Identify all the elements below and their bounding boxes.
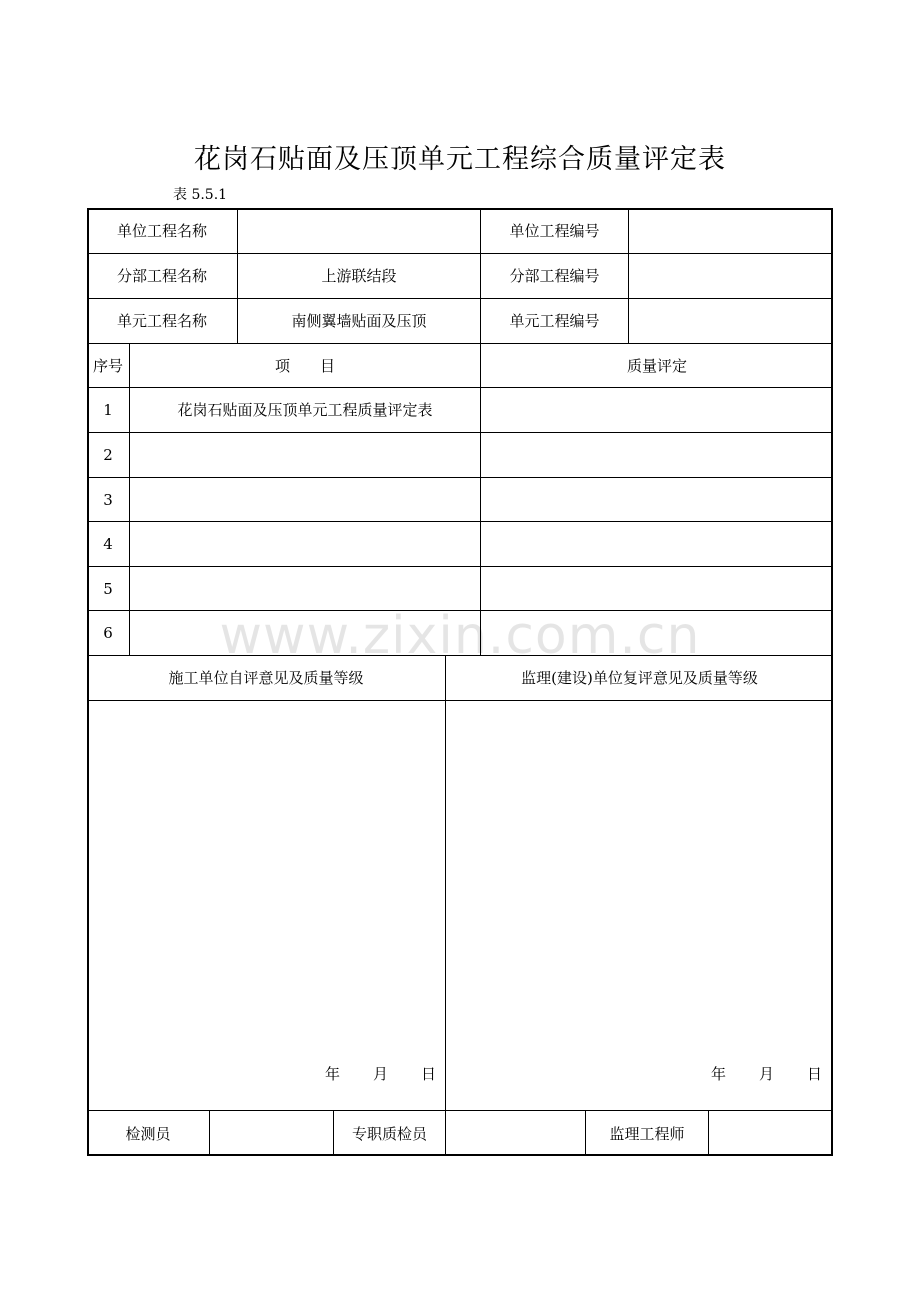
supervisor-opinion-header: 监理(建设)单位复评意见及质量等级 <box>521 669 758 687</box>
item-row-4-quality[interactable] <box>481 522 833 566</box>
contractor-date <box>325 1064 436 1084</box>
col-header-quality: 质量评定 <box>626 356 687 375</box>
element-project-code-label: 单元工程编号 <box>509 312 600 330</box>
item-row-2-name[interactable] <box>130 433 480 477</box>
date-day-label: 日 <box>807 1065 823 1083</box>
unit-project-name-field[interactable] <box>238 208 480 253</box>
item-row-5-name[interactable] <box>130 567 480 610</box>
col-header-item: 项 目 <box>274 356 335 375</box>
row-divider <box>87 700 833 701</box>
watermark: www.zixin.com.cn <box>219 606 701 666</box>
evaluation-form-table <box>87 208 833 1156</box>
unit-project-name-label: 单位工程名称 <box>116 221 207 240</box>
inspector-signature-field[interactable] <box>210 1111 333 1156</box>
item-row-4-name[interactable] <box>130 522 480 566</box>
item-row-3-no: 3 <box>103 490 113 509</box>
division-project-name-field[interactable]: 上游联结段 <box>321 267 397 285</box>
supervising-engineer-label: 监理工程师 <box>609 1124 685 1143</box>
quality-inspector-signature-field[interactable] <box>446 1111 585 1156</box>
unit-project-code-field[interactable] <box>629 208 833 253</box>
contractor-opinion-header: 施工单位自评意见及质量等级 <box>168 669 364 687</box>
division-project-code-field[interactable] <box>629 254 833 298</box>
column-divider <box>445 655 446 1156</box>
item-row-6-no: 6 <box>103 624 113 642</box>
element-project-code-field[interactable] <box>629 299 833 343</box>
division-project-code-label: 分部工程编号 <box>509 267 600 285</box>
supervising-engineer-signature-field[interactable] <box>709 1111 833 1156</box>
date-year-label: 年 <box>711 1065 727 1083</box>
division-project-name-label: 分部工程名称 <box>116 267 207 285</box>
item-row-2-quality[interactable] <box>481 433 833 477</box>
item-row-3-quality[interactable] <box>481 478 833 521</box>
element-project-name-label: 单元工程名称 <box>116 312 207 330</box>
unit-project-code-label: 单位工程编号 <box>509 221 600 240</box>
contractor-opinion-area[interactable] <box>89 702 443 1052</box>
item-row-1-quality[interactable] <box>481 388 833 432</box>
item-row-1-name[interactable]: 花岗石贴面及压顶单元工程质量评定表 <box>177 401 433 419</box>
item-row-5-quality[interactable] <box>481 567 833 610</box>
date-day-label: 日 <box>421 1065 437 1083</box>
date-month-label: 月 <box>373 1065 389 1083</box>
item-row-4-no: 4 <box>103 535 113 553</box>
date-month-label: 月 <box>759 1065 775 1083</box>
item-row-6-quality[interactable] <box>481 611 833 655</box>
supervisor-opinion-area[interactable] <box>448 702 830 1052</box>
col-header-no: 序号 <box>92 356 123 375</box>
inspector-label: 检测员 <box>125 1124 171 1143</box>
form-title: 花岗石贴面及压顶单元工程综合质量评定表 <box>194 144 726 175</box>
item-row-1-no: 1 <box>103 401 113 419</box>
item-row-2-no: 2 <box>103 446 113 464</box>
date-year-label: 年 <box>325 1065 341 1083</box>
item-row-3-name[interactable] <box>130 478 480 521</box>
table-number: 表 5.5.1 <box>173 187 228 203</box>
element-project-name-field[interactable]: 南侧翼墙贴面及压顶 <box>291 312 427 330</box>
quality-inspector-label: 专职质检员 <box>351 1124 427 1143</box>
item-row-6-name[interactable] <box>130 611 480 655</box>
item-row-5-no: 5 <box>103 579 113 598</box>
supervisor-date <box>711 1064 822 1084</box>
